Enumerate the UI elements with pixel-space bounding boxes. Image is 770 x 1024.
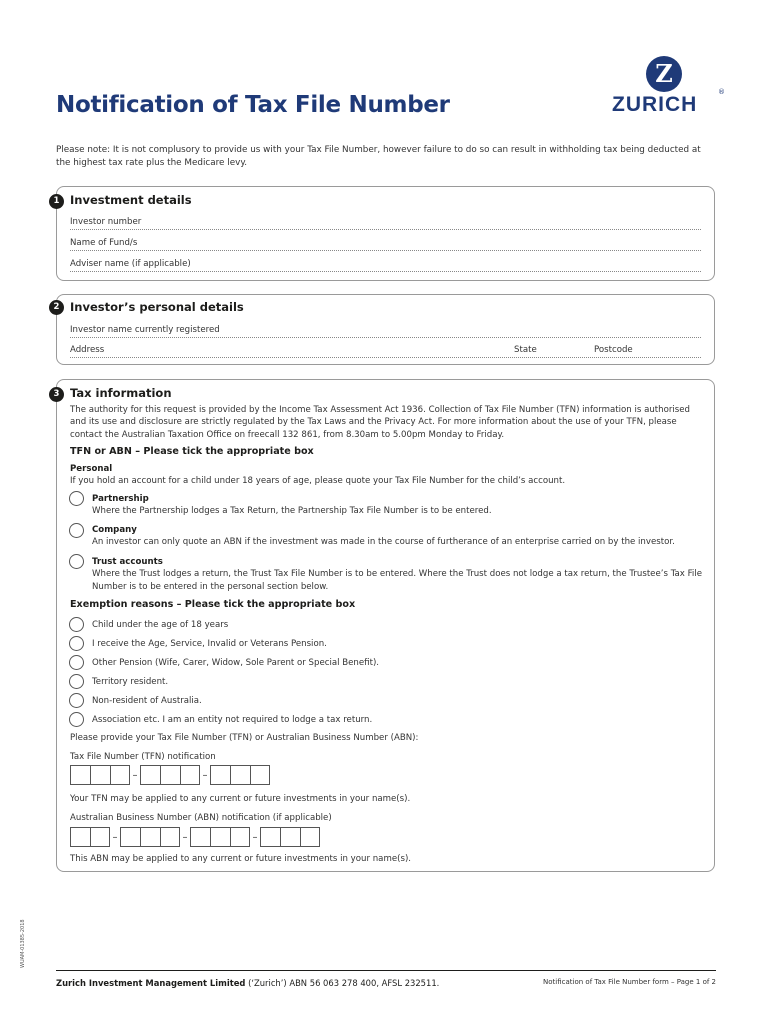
abn-input-boxes[interactable] xyxy=(70,827,320,847)
page-title: Notification of Tax File Number xyxy=(56,92,450,118)
digit-box[interactable] xyxy=(110,765,130,785)
footer-company xyxy=(56,978,439,988)
digit-box[interactable] xyxy=(250,765,270,785)
address-label: Address xyxy=(70,345,105,355)
field-label: Investor number xyxy=(70,217,142,227)
digit-box[interactable] xyxy=(70,827,90,847)
digit-box[interactable] xyxy=(160,827,180,847)
registered-mark: ® xyxy=(718,88,725,96)
separator-dash: – xyxy=(252,831,258,843)
separator-dash: – xyxy=(132,769,138,781)
digit-box[interactable] xyxy=(300,827,320,847)
exemption-label: I receive the Age, Service, Invalid or Veterans Pension. xyxy=(92,639,327,649)
digit-box[interactable] xyxy=(160,765,180,785)
digit-box[interactable] xyxy=(280,827,300,847)
partnership-radio[interactable] xyxy=(69,491,84,506)
tfn-abn-heading: TFN or ABN – Please tick the appropriate box xyxy=(70,446,314,457)
digit-box[interactable] xyxy=(260,827,280,847)
digit-box[interactable] xyxy=(140,765,160,785)
option-text: Where the Partnership lodges a Tax Return, the Partnership Tax File Number is to be entered. xyxy=(92,506,492,517)
zurich-logo xyxy=(612,56,725,118)
section-tax-information xyxy=(53,379,715,872)
digit-box[interactable] xyxy=(90,765,110,785)
tfn-label: Tax File Number (TFN) notification xyxy=(70,752,216,762)
digit-box[interactable] xyxy=(120,827,140,847)
digit-box[interactable] xyxy=(210,827,230,847)
exemption-radio-association[interactable] xyxy=(69,712,84,727)
company-details: (‘Zurich’) ABN 56 063 278 400, AFSL 232511. xyxy=(245,978,440,988)
exemption-radio-non-resident[interactable] xyxy=(69,693,84,708)
tfn-note: Your TFN may be applied to any current or future investments in your name(s). xyxy=(70,794,411,804)
privacy-note: Please note: It is not complusory to provide us with your Tax File Number, however failure to do so can result in withholding tax being deducted at the highest tax rate plus the Medicare levy. xyxy=(56,145,701,168)
section-number-badge: 3 xyxy=(49,387,64,402)
exemption-radio-pension[interactable] xyxy=(69,636,84,651)
section-title: Tax information xyxy=(70,386,172,400)
adviser-name-field[interactable] xyxy=(70,259,701,272)
exemption-label: Other Pension (Wife, Carer, Widow, Sole Parent or Special Benefit). xyxy=(92,658,380,668)
fund-name-field[interactable] xyxy=(70,238,701,251)
zurich-z-icon: Z xyxy=(646,56,682,92)
separator-dash: – xyxy=(182,831,188,843)
exemption-radio-other-pension[interactable] xyxy=(69,655,84,670)
section-personal-details xyxy=(53,294,715,365)
investor-number-field[interactable] xyxy=(70,217,701,230)
footer-divider xyxy=(56,970,716,971)
field-label: Investor name currently registered xyxy=(70,325,220,335)
section-title: Investor’s personal details xyxy=(70,300,244,314)
section-number-badge: 2 xyxy=(49,300,64,315)
digit-box[interactable] xyxy=(210,765,230,785)
exemption-heading: Exemption reasons – Please tick the appropriate box xyxy=(70,599,356,610)
separator-dash: – xyxy=(112,831,118,843)
company-name: Zurich Investment Management Limited xyxy=(56,978,246,988)
exemption-label: Child under the age of 18 years xyxy=(92,620,229,630)
option-label: Partnership xyxy=(92,494,149,504)
address-field[interactable] xyxy=(70,345,701,358)
digit-box[interactable] xyxy=(190,827,210,847)
digit-box[interactable] xyxy=(140,827,160,847)
investor-name-field[interactable] xyxy=(70,325,701,338)
personal-text: If you hold an account for a child under 18 years of age, please quote your Tax File Number for the child’s account. xyxy=(70,476,566,487)
exemption-radio-child[interactable] xyxy=(69,617,84,632)
form-code: WUAM-01385-2018 xyxy=(20,919,26,968)
section-investment-details xyxy=(53,186,715,281)
exemption-label: Association etc. I am an entity not required to lodge a tax return. xyxy=(92,715,373,725)
section-title: Investment details xyxy=(70,193,192,207)
field-label: Adviser name (if applicable) xyxy=(70,259,191,269)
personal-label: Personal xyxy=(70,464,113,474)
state-label: State xyxy=(514,345,537,355)
postcode-label: Postcode xyxy=(594,345,633,355)
exemption-radio-territory[interactable] xyxy=(69,674,84,689)
digit-box[interactable] xyxy=(180,765,200,785)
abn-label: Australian Business Number (ABN) notification (if applicable) xyxy=(70,813,332,823)
option-text: An investor can only quote an ABN if the investment was made in the course of furtherance of an enterprise carried on by the investor. xyxy=(92,537,675,548)
option-label: Company xyxy=(92,525,137,535)
digit-box[interactable] xyxy=(230,827,250,847)
section-number-badge: 1 xyxy=(49,194,64,209)
trust-accounts-radio[interactable] xyxy=(69,554,84,569)
provide-number-text: Please provide your Tax File Number (TFN) or Australian Business Number (ABN): xyxy=(70,733,419,743)
company-radio[interactable] xyxy=(69,523,84,538)
exemption-label: Territory resident. xyxy=(92,677,169,687)
option-text: Where the Trust lodges a return, the Trust Tax File Number is to be entered. Where the Trust does not lodge a tax return, the Trustee’s Tax File Number is to be entered in the personal section below. xyxy=(92,569,702,592)
digit-box[interactable] xyxy=(230,765,250,785)
exemption-label: Non-resident of Australia. xyxy=(92,696,202,706)
separator-dash: – xyxy=(202,769,208,781)
abn-note: This ABN may be applied to any current or future investments in your name(s). xyxy=(70,854,412,864)
logo-wordmark: ZURICH xyxy=(612,93,698,116)
authority-text: The authority for this request is provided by the Income Tax Assessment Act 1936. Collection of Tax File Number (TFN) information is authorised and its use and disclosure are strictly regulated by the Tax Laws and the Privacy Act. For more information about the use of your TFN, please contact the Australian Taxation Office on freecall 132 861, from 8.30am to 5.00pm Monday to Friday. xyxy=(70,405,691,440)
option-label: Trust accounts xyxy=(92,557,163,567)
footer-page: Notification of Tax File Number form – Page 1 of 2 xyxy=(543,978,716,986)
field-label: Name of Fund/s xyxy=(70,238,138,248)
digit-box[interactable] xyxy=(90,827,110,847)
digit-box[interactable] xyxy=(70,765,90,785)
tfn-input-boxes[interactable] xyxy=(70,765,270,785)
